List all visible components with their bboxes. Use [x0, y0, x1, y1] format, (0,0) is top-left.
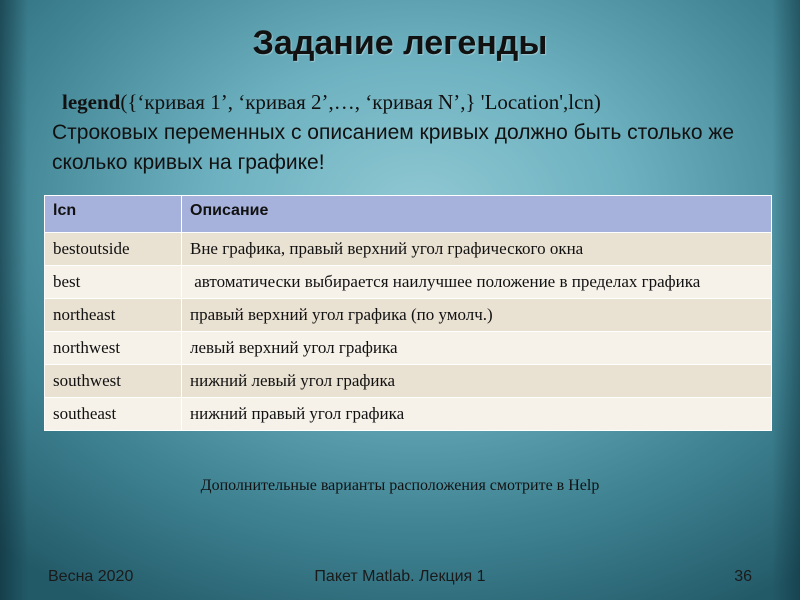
header-lcn: lcn: [45, 196, 182, 233]
description-text: Строковых переменных с описанием кривых должно быть столько же сколько кривых на графике!: [52, 121, 735, 174]
cell-description: правый верхний угол графика (по умолч.): [182, 299, 772, 332]
footer-course: Пакет Matlab. Лекция 1: [314, 568, 486, 585]
cell-lcn: best: [45, 266, 182, 299]
table-row: [45, 332, 772, 365]
cell-lcn: northeast: [45, 299, 182, 332]
table-row: [45, 299, 772, 332]
syntax-function-name: legend: [62, 90, 121, 114]
cell-lcn: northwest: [45, 332, 182, 365]
cell-lcn: bestoutside: [45, 233, 182, 266]
footer-date: Весна 2020: [48, 568, 134, 585]
cell-description: Вне графика, правый верхний угол графического окна: [182, 233, 772, 266]
help-note: Дополнительные варианты расположения смотрите в Help: [200, 477, 600, 494]
table-row: [45, 266, 772, 299]
cell-description: левый верхний угол графика: [182, 332, 772, 365]
location-table: [44, 195, 772, 431]
cell-lcn: southeast: [45, 398, 182, 431]
slide-title: Задание легенды: [252, 24, 548, 62]
cell-description: автоматически выбирается наилучшее положение в пределах графика: [182, 266, 772, 299]
slide-edge-shade-right: [772, 0, 800, 600]
table-header-row: [45, 196, 772, 233]
table-row: [45, 365, 772, 398]
cell-description: нижний правый угол графика: [182, 398, 772, 431]
footer-slide-number: 36: [734, 568, 752, 585]
header-description: Описание: [182, 196, 772, 233]
cell-description: нижний левый угол графика: [182, 365, 772, 398]
table-row: [45, 233, 772, 266]
syntax-line: [62, 90, 601, 115]
slide-edge-shade-left: [0, 0, 28, 600]
syntax-arguments: ({‘кривая 1’, ‘кривая 2’,…, ‘кривая N’,} 'Location',lcn): [120, 90, 601, 114]
table-row: [45, 398, 772, 431]
cell-lcn: southwest: [45, 365, 182, 398]
